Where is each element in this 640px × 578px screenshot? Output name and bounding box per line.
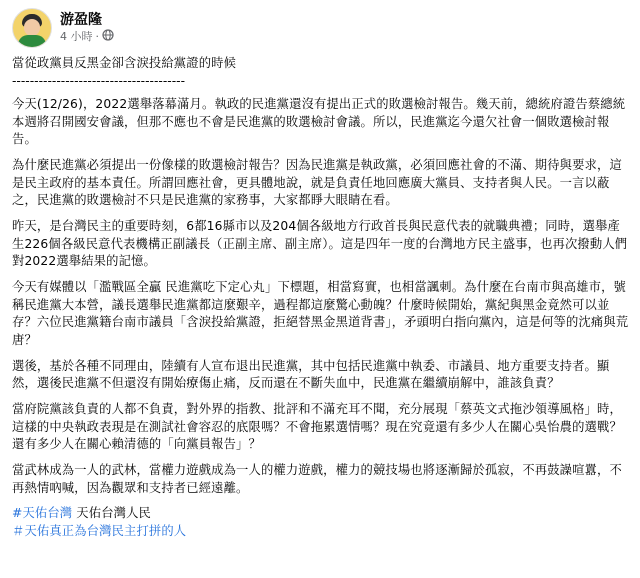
hashtag-line <box>12 505 632 523</box>
paragraph-1: 今天(12/26)，2022選舉落幕滿月。執政的民進黨還沒有提出正式的敗選檢討報告。幾天前，總統府證告蔡總統本週將召開國安會議，但那不應也不會是民進黨的敗選檢討會議。所以，民進黨迄今還欠社會一個敗選檢討報告。 <box>12 97 626 147</box>
text-divider: --------------------------------------- <box>12 73 186 88</box>
paragraph-6: 當府院黨該負責的人都不負責，對外界的指教、批評和不滿充耳不聞，充分展現「蔡英文式拖沙領導風格」時，這樣的中央執政表現是在測試社會容忍的底限嗎？不會拖累選情嗎？現在究竟還有多少人在關心吳怡農的選戰？還有多少人在關心賴清德的「向黨員報告」？ <box>12 402 622 452</box>
paragraph-7: 當武林成為一人的武林，當權力遊戲成為一人的權力遊戲，權力的競技場也將逐漸歸於孤寂，不再鼓譟喧囂，不再熱情吶喊，因為觀眾和支持者已經遠離。 <box>12 463 622 495</box>
author-name[interactable]: 游盈隆 <box>60 11 102 28</box>
post-body <box>12 55 632 541</box>
post-time[interactable]: 4 小時 <box>60 30 93 43</box>
hashtag-link[interactable]: ＃天佑真正為台灣民主打拼的人 <box>12 523 187 538</box>
globe-icon[interactable] <box>102 29 114 46</box>
hashtag-line <box>12 523 632 541</box>
paragraph-4: 今天有媒體以「濫戰區全贏 民進黨吃下定心丸」下標題，相當寫實，也相當諷刺。為什麼在台南市與高雄市，號稱民進黨大本營，議長選舉民進黨都這麼艱辛，過程都這麼驚心動魄？什麼時候開始，黨紀與黑金竟然可以並存？六位民進黨籍台南市議員「含淚投給黨證，拒絕替黑金黑道背書」，矛頭明白指向黨內，這是何等的沈痛與荒唐？ <box>12 280 629 347</box>
paragraph-2: 為什麼民進黨必須提出一份像樣的敗選檢討報告？因為民進黨是執政黨，必須回應社會的不滿、期待與要求，這是民主政府的基本責任。所謂回應社會，更具體地說，就是負責任地回應廣大黨員、支持者與人民。一言以蔽之，民進黨的敗選檢討不只是民進黨的家務事，大家都睜大眼睛在看。 <box>12 158 622 208</box>
paragraph-3: 昨天，是台灣民主的重要時刻，6都16縣市以及204個各級地方行政首長與民意代表的就職典禮；同時，選舉產生226個各級民意代表機構正副議長（正副主席、副主席）。這是四年一度的台灣地方民主盛事，也再次撥動人們對2022選舉結果的記憶。 <box>12 219 628 269</box>
hashtags <box>12 505 632 540</box>
paragraph-5: 選後，基於各種不同理由，陸續有人宣布退出民進黨，其中包括民進黨中執委、市議員、地方重要支持者。顯然，選後民進黨不但還沒有開始療傷止痛，反而還在不斷失血中，民進黨在繼續崩解中，誰該負責？ <box>12 358 610 391</box>
post-subline <box>60 29 114 46</box>
hashtag-link[interactable]: #天佑台灣 <box>12 506 73 521</box>
separator-dot: · <box>95 30 99 43</box>
hashtag-text: 天佑台灣人民 <box>72 506 151 521</box>
avatar[interactable] <box>12 8 52 48</box>
post-meta <box>60 11 114 46</box>
post-header <box>12 8 114 48</box>
post-title: 當從政黨員反黑金卻含淚投給黨證的時候 <box>12 56 237 70</box>
